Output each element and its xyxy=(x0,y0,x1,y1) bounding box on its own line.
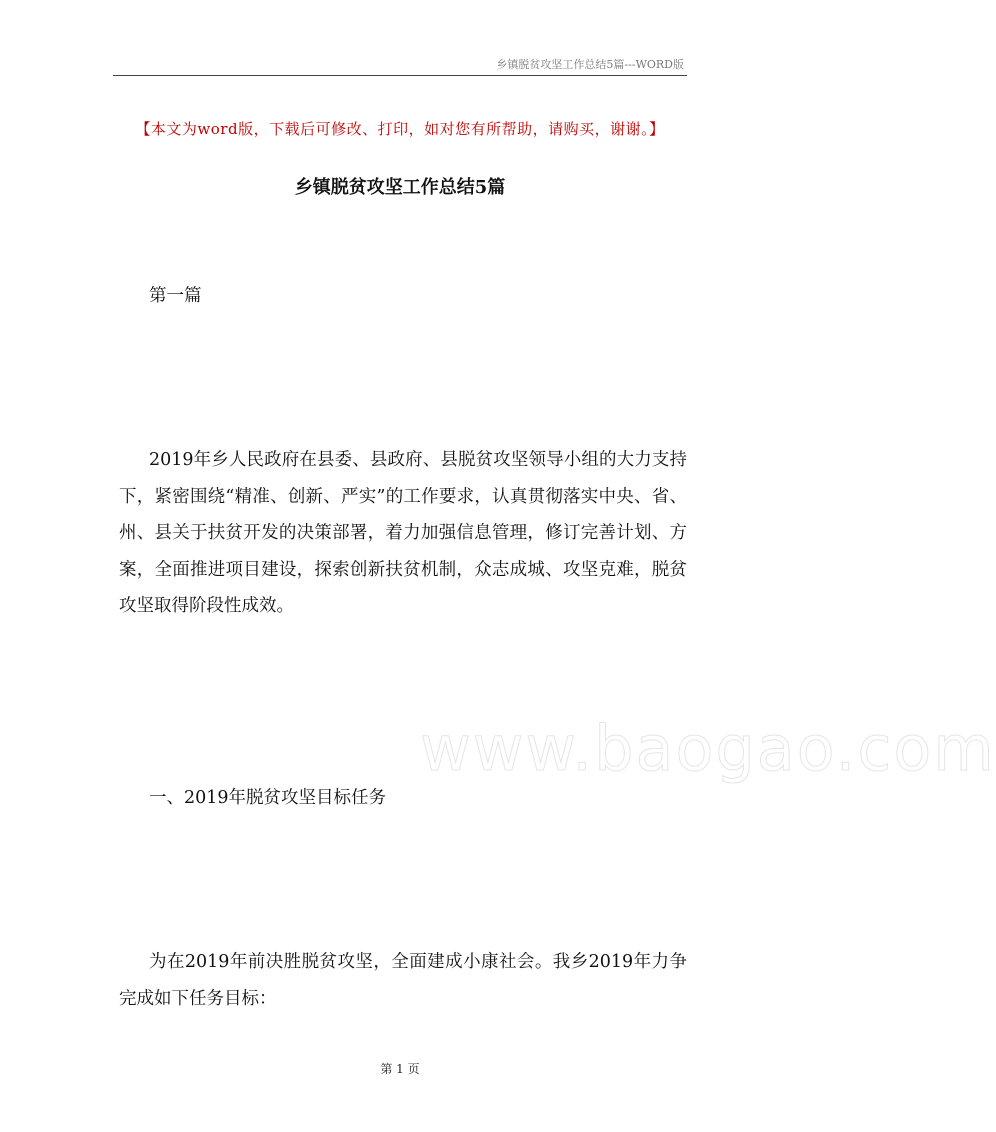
part-label: 第一篇 xyxy=(149,286,202,306)
site-watermark: www.baogao.com xyxy=(420,712,996,785)
section-heading: 一、2019年脱贫攻坚目标任务 xyxy=(149,788,387,808)
purchase-notice: 【本文为word版，下载后可修改、打印，如对您有所帮助，请购买，谢谢。】 xyxy=(135,120,665,138)
page-title: 乡镇脱贫攻坚工作总结5篇 xyxy=(294,177,506,198)
intro-paragraph: 2019年乡人民政府在县委、县政府、县脱贫攻坚领导小组的大力支持下，紧密围绕“精准、创新、严实”的工作要求，认真贯彻落实中央、省、州、县关于扶贫开发的决策部署，着力加强信息管理，修订完善计划、方案，全面推进项目建设，探索创新扶贫机制，众志成城、攻坚克难，脱贫攻坚取得阶段性成效。 xyxy=(119,450,687,616)
header-divider xyxy=(113,75,687,76)
running-header: 乡镇脱贫攻坚工作总结5篇---WORD版 xyxy=(496,58,684,71)
page-number: 第 1 页 xyxy=(380,1062,420,1076)
goal-paragraph: 为在2019年前决胜脱贫攻坚，全面建成小康社会。我乡2019年力争完成如下任务目标： xyxy=(119,952,687,1009)
